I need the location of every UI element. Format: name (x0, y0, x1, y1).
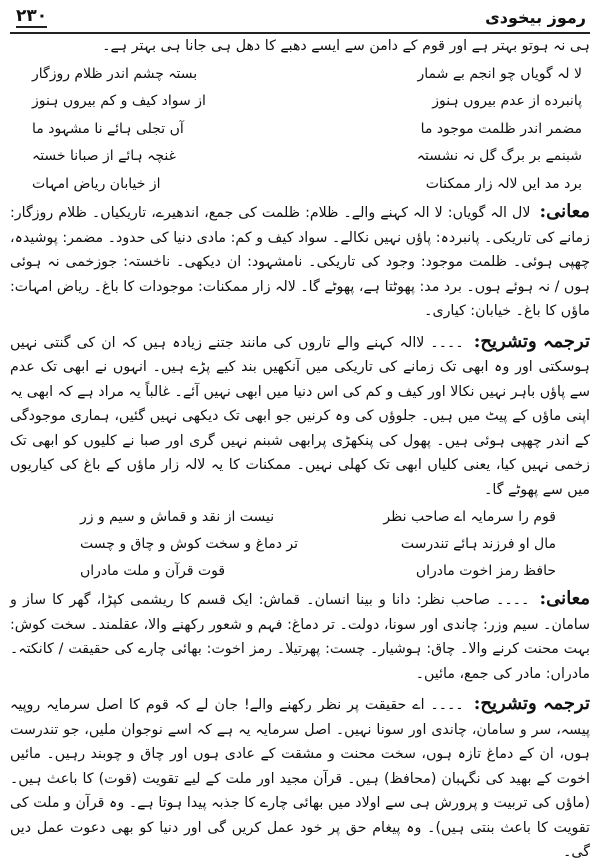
verse-first-half: قوم را سرمایہ اے صاحب نظر (383, 509, 556, 525)
intro-line: ہی نہ ہوتو بہتر ہے اور قوم کے دامن سے ایسے دھبے کا دھل ہی جانا ہی بہتر ہے۔ (102, 38, 590, 54)
glossary-heading: معانی: (539, 201, 590, 222)
verse-second-half: از سواد کیف و کم بیروں ہنوز (32, 93, 206, 109)
verse-couplet (10, 558, 590, 585)
verse-second-half: آں تجلی ہائے نا مشہود ما (32, 120, 184, 137)
verse-couplet (10, 171, 590, 199)
glossary-section-1 (10, 200, 590, 324)
verse-second-half: تر دماغ و سخت کوش و چاق و چست (80, 536, 299, 552)
verse-couplet (10, 531, 590, 558)
commentary-section-1 (10, 330, 590, 503)
commentary-heading: ترجمہ وتشریح: (473, 693, 591, 714)
glossary-text: ۔۔۔۔ صاحب نظر: دانا و بینا انسان۔ قماش: ایک قسم کا ریشمی کپڑا، گھر کا ساز و سامان۔ سیم وزر: چاندی اور سونا، دولت۔ تر دماغ: فہم و شعور رکھنے والا، عقلمند۔ سخت کوش: بہت محنت کرنے والا۔ چاق: ہوشیار۔ چست: پھرتیلا۔ رمز اخوت: بھائی چارے کی حقیقت / کانکتہ۔ مادراں: مادر کی جمع، مائیں۔ (10, 592, 590, 682)
verse-first-half: مضمر اندر ظلمت موجود ما (420, 120, 582, 137)
book-page (10, 6, 591, 860)
verse-second-half: غنچہ ہائے از صبانا خستہ (32, 148, 176, 164)
verse-second-half: قوت قرآن و ملت مادراں (80, 563, 226, 579)
verse-couplet (10, 88, 590, 116)
glossary-heading: معانی: (539, 588, 590, 609)
verse-couplet (10, 116, 590, 144)
verse-couplet (10, 143, 590, 171)
verse-couplet (10, 61, 590, 89)
verse-first-half: پانبرده از عدم بیروں ہنوز (432, 93, 582, 109)
verse-block-2 (10, 504, 590, 585)
page-header (10, 6, 590, 34)
glossary-text: لال الہ گویاں: لا الہ کہنے والے۔ ظلام: ظلمت کی جمع، اندھیرے، تاریکیاں۔ ظلام روزگار: زمانے کی تاریکی۔ پانبردہ: پاؤں نہیں نکالے۔ سواد کیف و کم: مادی دنیا کی حدود۔ مضمر: پوشیدہ، چھپی ہوئی۔ ظلمت موجود: وجود کی تاریکی۔ نامشہود: ان دیکھی۔ ناخستہ: جوزخمی نہ ہوئی ہوں / نہ ہوئے ہوں۔ برد مد: پھوٹتا ہے، پھوٹے گا۔ لالہ زار ممکنات: موجودات کا باغ۔ ریاض امہات: ماؤں کا باغ۔ خیابان: کیاری۔ (10, 205, 590, 319)
verse-block-1 (10, 61, 590, 199)
glossary-section-2 (10, 587, 590, 686)
commentary-text: ۔۔۔۔ لاالہ کہنے والے تاروں کی مانند جتنے زیادہ ہیں کہ ان کی گنتی نہیں ہوسکتی اور وہ ابھی تک زمانے کی تاریکی میں آنکھیں بند کیے پڑے ہیں۔ انہوں نے ابھی تک عدم سے پاؤں باہر نہیں نکالا اور کیف و کم کی اس دنیا میں ابھی نہیں آئے۔ غالباً یہ مراد ہے کہ ابھی یہ اپنی ماؤں کے پیٹ میں ہیں۔ جلوؤں کی وہ کرنیں جو ابھی تک دیکھی نہیں گئیں، ہماری موجودگی کے اندر چھپی ہوئی ہیں۔ پھول کی پنکھڑی پرابھی شبنم نہیں گری اور صبا نے کلیوں کو ابھی تک زخمی نہیں کیا، یعنی کلیاں ابھی تک کھلی نہیں۔ ممکنات کا یہ لالہ زار ماؤں کے باغ کی کیاریوں میں سے پھوٹے گا۔ (10, 334, 590, 498)
commentary-heading: ترجمہ وتشریح: (473, 330, 590, 352)
verse-second-half: از خیابان ریاض امہات (32, 175, 161, 192)
commentary-section-2 (10, 692, 590, 865)
verse-first-half: مال او فرزند ہائے تندرست (400, 536, 556, 552)
commentary-text: ۔۔۔۔ اے حقیقت پر نظر رکھنے والے! جان لے کہ قوم کا اصل سرمایہ روپیہ پیسہ، سر و سامان، چاندی اور سونا نہیں۔ اصل سرمایہ یہ ہے کہ اسے نوجوان ملیں، جو تندرست ہوں، ان کے دماغ تازہ ہوں، سخت محنت و مشقت کے عادی ہوں اور چاق و چوبند رہیں۔ مائیں اخوت کے بھید کی نگہبان (محافظ) ہیں۔ قرآن مجید اور ملت کے لیے تقویت (قوت) کا باعث ہیں۔ (ماؤں کی تربیت و پرورش ہی سے اولاد میں بھائی چارے کا جذبہ پیدا ہوتا ہے۔ وہ قرآن و ملت کی تقویت کا باعث بنتی ہیں)۔ وہ پیغام حق پر خود عمل کریں گی اور دنیا کو بھی دعوت عمل دیں گی۔ (10, 697, 590, 860)
running-title: رموز بیخودی (485, 8, 586, 27)
page-number: ۲۳۰ (16, 6, 48, 26)
verse-second-half: بستہ چشم اندر ظلام روزگار (32, 65, 198, 82)
verse-couplet (10, 504, 590, 531)
verse-first-half: برد مد ایں لالہ زار ممکنات (425, 175, 582, 192)
verse-second-half: نیست از نقد و قماش و سیم و زر (80, 509, 275, 525)
verse-first-half: حافظ رمز اخوت مادراں (415, 563, 556, 579)
verse-first-half: شبنمے بر برگ گل نہ نشستہ (416, 148, 582, 164)
verse-first-half: لا لہ گویاں چو انجم بے شمار (417, 65, 582, 82)
